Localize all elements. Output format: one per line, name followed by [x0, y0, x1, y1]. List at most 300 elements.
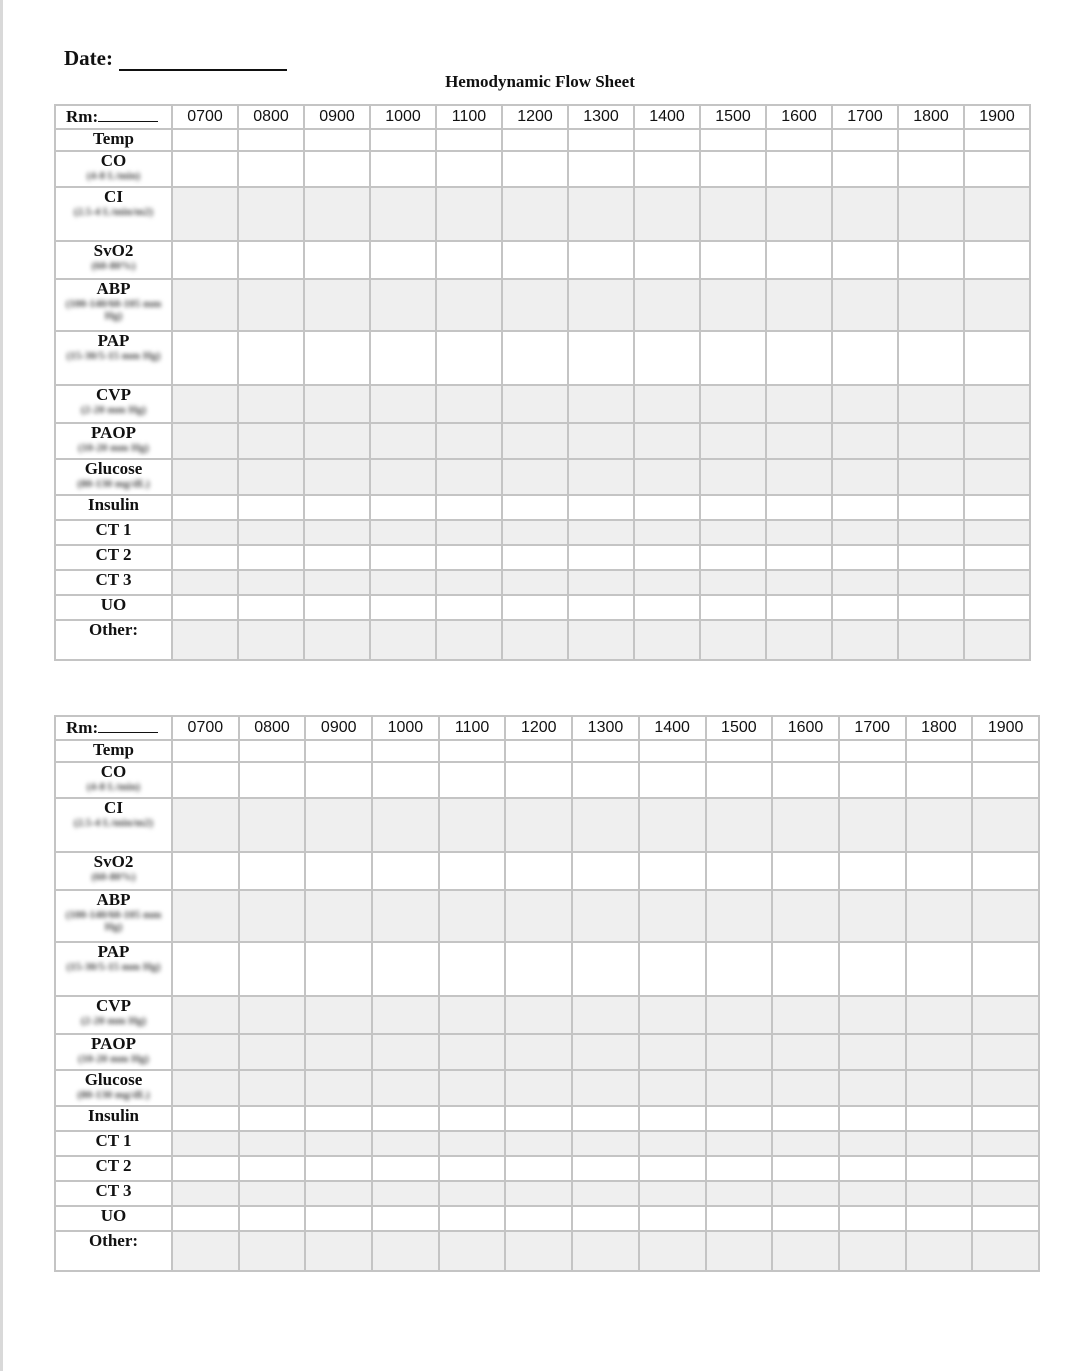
- entry-cell[interactable]: [706, 762, 773, 798]
- entry-cell[interactable]: [634, 241, 700, 279]
- entry-cell[interactable]: [172, 423, 238, 459]
- entry-cell[interactable]: [304, 620, 370, 660]
- entry-cell[interactable]: [839, 1181, 906, 1206]
- entry-cell[interactable]: [172, 1131, 239, 1156]
- entry-cell[interactable]: [239, 740, 306, 762]
- entry-cell[interactable]: [305, 890, 372, 942]
- entry-cell[interactable]: [839, 1131, 906, 1156]
- entry-cell[interactable]: [772, 1106, 839, 1131]
- entry-cell[interactable]: [502, 187, 568, 241]
- entry-cell[interactable]: [172, 279, 238, 331]
- entry-cell[interactable]: [639, 740, 706, 762]
- entry-cell[interactable]: [898, 495, 964, 520]
- entry-cell[interactable]: [964, 595, 1030, 620]
- entry-cell[interactable]: [772, 798, 839, 852]
- entry-cell[interactable]: [505, 740, 572, 762]
- entry-cell[interactable]: [439, 890, 506, 942]
- entry-cell[interactable]: [505, 762, 572, 798]
- entry-cell[interactable]: [832, 129, 898, 151]
- entry-cell[interactable]: [305, 1231, 372, 1271]
- entry-cell[interactable]: [700, 385, 766, 423]
- entry-cell[interactable]: [964, 187, 1030, 241]
- entry-cell[interactable]: [439, 1156, 506, 1181]
- entry-cell[interactable]: [505, 1156, 572, 1181]
- entry-cell[interactable]: [639, 890, 706, 942]
- entry-cell[interactable]: [898, 545, 964, 570]
- entry-cell[interactable]: [439, 798, 506, 852]
- entry-cell[interactable]: [238, 423, 304, 459]
- entry-cell[interactable]: [304, 495, 370, 520]
- entry-cell[interactable]: [772, 762, 839, 798]
- entry-cell[interactable]: [304, 129, 370, 151]
- entry-cell[interactable]: [706, 1131, 773, 1156]
- entry-cell[interactable]: [172, 545, 238, 570]
- entry-cell[interactable]: [839, 1034, 906, 1070]
- entry-cell[interactable]: [239, 1070, 306, 1106]
- entry-cell[interactable]: [305, 852, 372, 890]
- entry-cell[interactable]: [238, 187, 304, 241]
- entry-cell[interactable]: [839, 942, 906, 996]
- entry-cell[interactable]: [505, 1131, 572, 1156]
- entry-cell[interactable]: [772, 1070, 839, 1106]
- entry-cell[interactable]: [568, 620, 634, 660]
- entry-cell[interactable]: [906, 1106, 973, 1131]
- entry-cell[interactable]: [436, 385, 502, 423]
- entry-cell[interactable]: [304, 385, 370, 423]
- entry-cell[interactable]: [172, 1181, 239, 1206]
- entry-cell[interactable]: [502, 385, 568, 423]
- entry-cell[interactable]: [634, 129, 700, 151]
- entry-cell[interactable]: [832, 520, 898, 545]
- entry-cell[interactable]: [839, 1206, 906, 1231]
- entry-cell[interactable]: [372, 996, 439, 1034]
- entry-cell[interactable]: [906, 1206, 973, 1231]
- entry-cell[interactable]: [832, 459, 898, 495]
- entry-cell[interactable]: [172, 620, 238, 660]
- entry-cell[interactable]: [370, 620, 436, 660]
- entry-cell[interactable]: [700, 129, 766, 151]
- entry-cell[interactable]: [700, 459, 766, 495]
- entry-cell[interactable]: [766, 459, 832, 495]
- entry-cell[interactable]: [972, 890, 1039, 942]
- room-input-line[interactable]: [98, 720, 158, 733]
- entry-cell[interactable]: [305, 762, 372, 798]
- entry-cell[interactable]: [706, 740, 773, 762]
- entry-cell[interactable]: [898, 423, 964, 459]
- entry-cell[interactable]: [370, 151, 436, 187]
- entry-cell[interactable]: [832, 279, 898, 331]
- entry-cell[interactable]: [572, 762, 639, 798]
- entry-cell[interactable]: [502, 241, 568, 279]
- entry-cell[interactable]: [505, 1206, 572, 1231]
- entry-cell[interactable]: [439, 1181, 506, 1206]
- entry-cell[interactable]: [964, 520, 1030, 545]
- entry-cell[interactable]: [972, 1156, 1039, 1181]
- entry-cell[interactable]: [436, 570, 502, 595]
- entry-cell[interactable]: [572, 1181, 639, 1206]
- entry-cell[interactable]: [172, 331, 238, 385]
- entry-cell[interactable]: [898, 331, 964, 385]
- entry-cell[interactable]: [572, 942, 639, 996]
- entry-cell[interactable]: [700, 595, 766, 620]
- entry-cell[interactable]: [964, 495, 1030, 520]
- entry-cell[interactable]: [766, 279, 832, 331]
- entry-cell[interactable]: [772, 890, 839, 942]
- entry-cell[interactable]: [439, 852, 506, 890]
- entry-cell[interactable]: [436, 545, 502, 570]
- entry-cell[interactable]: [832, 331, 898, 385]
- entry-cell[interactable]: [172, 570, 238, 595]
- entry-cell[interactable]: [964, 570, 1030, 595]
- entry-cell[interactable]: [505, 1034, 572, 1070]
- entry-cell[interactable]: [172, 595, 238, 620]
- entry-cell[interactable]: [502, 520, 568, 545]
- entry-cell[interactable]: [370, 187, 436, 241]
- entry-cell[interactable]: [572, 1231, 639, 1271]
- entry-cell[interactable]: [972, 1206, 1039, 1231]
- entry-cell[interactable]: [436, 331, 502, 385]
- entry-cell[interactable]: [238, 241, 304, 279]
- entry-cell[interactable]: [972, 1070, 1039, 1106]
- entry-cell[interactable]: [700, 187, 766, 241]
- entry-cell[interactable]: [639, 762, 706, 798]
- entry-cell[interactable]: [634, 545, 700, 570]
- entry-cell[interactable]: [706, 1156, 773, 1181]
- entry-cell[interactable]: [502, 570, 568, 595]
- entry-cell[interactable]: [700, 570, 766, 595]
- entry-cell[interactable]: [372, 1106, 439, 1131]
- entry-cell[interactable]: [639, 996, 706, 1034]
- entry-cell[interactable]: [304, 520, 370, 545]
- entry-cell[interactable]: [639, 1231, 706, 1271]
- entry-cell[interactable]: [172, 1206, 239, 1231]
- entry-cell[interactable]: [572, 798, 639, 852]
- entry-cell[interactable]: [972, 1231, 1039, 1271]
- entry-cell[interactable]: [898, 385, 964, 423]
- entry-cell[interactable]: [239, 1131, 306, 1156]
- entry-cell[interactable]: [839, 740, 906, 762]
- entry-cell[interactable]: [772, 1231, 839, 1271]
- entry-cell[interactable]: [906, 1231, 973, 1271]
- entry-cell[interactable]: [572, 1156, 639, 1181]
- entry-cell[interactable]: [832, 570, 898, 595]
- entry-cell[interactable]: [964, 423, 1030, 459]
- entry-cell[interactable]: [436, 595, 502, 620]
- entry-cell[interactable]: [304, 423, 370, 459]
- entry-cell[interactable]: [372, 1070, 439, 1106]
- entry-cell[interactable]: [766, 241, 832, 279]
- entry-cell[interactable]: [700, 520, 766, 545]
- entry-cell[interactable]: [898, 620, 964, 660]
- entry-cell[interactable]: [898, 520, 964, 545]
- entry-cell[interactable]: [906, 852, 973, 890]
- entry-cell[interactable]: [700, 495, 766, 520]
- entry-cell[interactable]: [370, 595, 436, 620]
- entry-cell[interactable]: [972, 798, 1039, 852]
- entry-cell[interactable]: [766, 495, 832, 520]
- entry-cell[interactable]: [634, 385, 700, 423]
- entry-cell[interactable]: [239, 1106, 306, 1131]
- entry-cell[interactable]: [766, 187, 832, 241]
- entry-cell[interactable]: [239, 1231, 306, 1271]
- entry-cell[interactable]: [436, 495, 502, 520]
- entry-cell[interactable]: [372, 890, 439, 942]
- entry-cell[interactable]: [304, 570, 370, 595]
- entry-cell[interactable]: [239, 1156, 306, 1181]
- entry-cell[interactable]: [906, 890, 973, 942]
- entry-cell[interactable]: [706, 852, 773, 890]
- entry-cell[interactable]: [772, 1206, 839, 1231]
- entry-cell[interactable]: [372, 798, 439, 852]
- entry-cell[interactable]: [634, 595, 700, 620]
- entry-cell[interactable]: [238, 495, 304, 520]
- entry-cell[interactable]: [568, 129, 634, 151]
- entry-cell[interactable]: [964, 331, 1030, 385]
- entry-cell[interactable]: [766, 545, 832, 570]
- entry-cell[interactable]: [839, 996, 906, 1034]
- entry-cell[interactable]: [832, 151, 898, 187]
- entry-cell[interactable]: [832, 423, 898, 459]
- entry-cell[interactable]: [172, 151, 238, 187]
- entry-cell[interactable]: [972, 1106, 1039, 1131]
- entry-cell[interactable]: [370, 459, 436, 495]
- entry-cell[interactable]: [370, 520, 436, 545]
- entry-cell[interactable]: [505, 1106, 572, 1131]
- entry-cell[interactable]: [305, 1206, 372, 1231]
- entry-cell[interactable]: [372, 1034, 439, 1070]
- entry-cell[interactable]: [568, 520, 634, 545]
- entry-cell[interactable]: [706, 1231, 773, 1271]
- entry-cell[interactable]: [305, 740, 372, 762]
- entry-cell[interactable]: [439, 740, 506, 762]
- entry-cell[interactable]: [766, 423, 832, 459]
- entry-cell[interactable]: [370, 241, 436, 279]
- entry-cell[interactable]: [772, 852, 839, 890]
- entry-cell[interactable]: [832, 495, 898, 520]
- entry-cell[interactable]: [502, 423, 568, 459]
- entry-cell[interactable]: [172, 890, 239, 942]
- entry-cell[interactable]: [700, 331, 766, 385]
- entry-cell[interactable]: [634, 520, 700, 545]
- entry-cell[interactable]: [238, 595, 304, 620]
- entry-cell[interactable]: [766, 151, 832, 187]
- entry-cell[interactable]: [972, 942, 1039, 996]
- entry-cell[interactable]: [172, 762, 239, 798]
- entry-cell[interactable]: [172, 996, 239, 1034]
- entry-cell[interactable]: [639, 852, 706, 890]
- entry-cell[interactable]: [370, 331, 436, 385]
- entry-cell[interactable]: [372, 1181, 439, 1206]
- entry-cell[interactable]: [238, 279, 304, 331]
- entry-cell[interactable]: [639, 1181, 706, 1206]
- entry-cell[interactable]: [439, 762, 506, 798]
- entry-cell[interactable]: [239, 852, 306, 890]
- entry-cell[interactable]: [772, 740, 839, 762]
- entry-cell[interactable]: [370, 129, 436, 151]
- entry-cell[interactable]: [964, 545, 1030, 570]
- entry-cell[interactable]: [370, 570, 436, 595]
- entry-cell[interactable]: [502, 129, 568, 151]
- entry-cell[interactable]: [572, 740, 639, 762]
- entry-cell[interactable]: [572, 852, 639, 890]
- entry-cell[interactable]: [505, 996, 572, 1034]
- entry-cell[interactable]: [639, 798, 706, 852]
- entry-cell[interactable]: [898, 279, 964, 331]
- entry-cell[interactable]: [436, 423, 502, 459]
- entry-cell[interactable]: [304, 279, 370, 331]
- entry-cell[interactable]: [239, 798, 306, 852]
- entry-cell[interactable]: [772, 942, 839, 996]
- entry-cell[interactable]: [832, 187, 898, 241]
- entry-cell[interactable]: [772, 1131, 839, 1156]
- entry-cell[interactable]: [898, 595, 964, 620]
- entry-cell[interactable]: [172, 385, 238, 423]
- entry-cell[interactable]: [436, 279, 502, 331]
- entry-cell[interactable]: [634, 495, 700, 520]
- entry-cell[interactable]: [766, 385, 832, 423]
- entry-cell[interactable]: [439, 942, 506, 996]
- entry-cell[interactable]: [436, 459, 502, 495]
- entry-cell[interactable]: [502, 331, 568, 385]
- entry-cell[interactable]: [700, 620, 766, 660]
- entry-cell[interactable]: [906, 798, 973, 852]
- date-input-line[interactable]: [119, 51, 287, 71]
- entry-cell[interactable]: [839, 1231, 906, 1271]
- entry-cell[interactable]: [700, 545, 766, 570]
- entry-cell[interactable]: [972, 1131, 1039, 1156]
- entry-cell[interactable]: [305, 1106, 372, 1131]
- entry-cell[interactable]: [568, 545, 634, 570]
- entry-cell[interactable]: [439, 996, 506, 1034]
- entry-cell[interactable]: [239, 762, 306, 798]
- entry-cell[interactable]: [436, 241, 502, 279]
- entry-cell[interactable]: [304, 187, 370, 241]
- entry-cell[interactable]: [634, 331, 700, 385]
- entry-cell[interactable]: [436, 187, 502, 241]
- entry-cell[interactable]: [239, 942, 306, 996]
- entry-cell[interactable]: [639, 1206, 706, 1231]
- entry-cell[interactable]: [898, 459, 964, 495]
- entry-cell[interactable]: [706, 996, 773, 1034]
- entry-cell[interactable]: [906, 1034, 973, 1070]
- entry-cell[interactable]: [766, 129, 832, 151]
- entry-cell[interactable]: [238, 570, 304, 595]
- entry-cell[interactable]: [238, 620, 304, 660]
- entry-cell[interactable]: [439, 1206, 506, 1231]
- entry-cell[interactable]: [572, 890, 639, 942]
- entry-cell[interactable]: [305, 996, 372, 1034]
- entry-cell[interactable]: [906, 1131, 973, 1156]
- entry-cell[interactable]: [706, 942, 773, 996]
- entry-cell[interactable]: [839, 798, 906, 852]
- entry-cell[interactable]: [568, 187, 634, 241]
- entry-cell[interactable]: [568, 570, 634, 595]
- entry-cell[interactable]: [706, 798, 773, 852]
- entry-cell[interactable]: [502, 545, 568, 570]
- entry-cell[interactable]: [172, 942, 239, 996]
- entry-cell[interactable]: [505, 1231, 572, 1271]
- entry-cell[interactable]: [439, 1106, 506, 1131]
- entry-cell[interactable]: [372, 762, 439, 798]
- entry-cell[interactable]: [906, 1156, 973, 1181]
- entry-cell[interactable]: [839, 762, 906, 798]
- entry-cell[interactable]: [839, 1106, 906, 1131]
- entry-cell[interactable]: [572, 1131, 639, 1156]
- entry-cell[interactable]: [639, 942, 706, 996]
- entry-cell[interactable]: [634, 620, 700, 660]
- entry-cell[interactable]: [172, 798, 239, 852]
- entry-cell[interactable]: [832, 545, 898, 570]
- entry-cell[interactable]: [305, 942, 372, 996]
- entry-cell[interactable]: [238, 129, 304, 151]
- entry-cell[interactable]: [772, 1181, 839, 1206]
- entry-cell[interactable]: [172, 520, 238, 545]
- entry-cell[interactable]: [568, 495, 634, 520]
- entry-cell[interactable]: [634, 187, 700, 241]
- entry-cell[interactable]: [238, 331, 304, 385]
- entry-cell[interactable]: [304, 545, 370, 570]
- entry-cell[interactable]: [700, 151, 766, 187]
- entry-cell[interactable]: [172, 495, 238, 520]
- entry-cell[interactable]: [372, 852, 439, 890]
- entry-cell[interactable]: [772, 996, 839, 1034]
- entry-cell[interactable]: [572, 996, 639, 1034]
- entry-cell[interactable]: [172, 187, 238, 241]
- entry-cell[interactable]: [305, 1181, 372, 1206]
- entry-cell[interactable]: [568, 595, 634, 620]
- entry-cell[interactable]: [439, 1131, 506, 1156]
- entry-cell[interactable]: [572, 1206, 639, 1231]
- entry-cell[interactable]: [372, 1156, 439, 1181]
- entry-cell[interactable]: [372, 942, 439, 996]
- entry-cell[interactable]: [370, 423, 436, 459]
- entry-cell[interactable]: [639, 1156, 706, 1181]
- entry-cell[interactable]: [304, 151, 370, 187]
- entry-cell[interactable]: [568, 331, 634, 385]
- entry-cell[interactable]: [238, 520, 304, 545]
- entry-cell[interactable]: [505, 1070, 572, 1106]
- entry-cell[interactable]: [370, 385, 436, 423]
- entry-cell[interactable]: [436, 129, 502, 151]
- entry-cell[interactable]: [639, 1131, 706, 1156]
- entry-cell[interactable]: [305, 798, 372, 852]
- entry-cell[interactable]: [238, 459, 304, 495]
- entry-cell[interactable]: [505, 942, 572, 996]
- entry-cell[interactable]: [436, 151, 502, 187]
- entry-cell[interactable]: [572, 1106, 639, 1131]
- room-input-line[interactable]: [98, 109, 158, 122]
- entry-cell[interactable]: [172, 241, 238, 279]
- entry-cell[interactable]: [372, 1231, 439, 1271]
- entry-cell[interactable]: [906, 740, 973, 762]
- entry-cell[interactable]: [304, 595, 370, 620]
- entry-cell[interactable]: [964, 129, 1030, 151]
- entry-cell[interactable]: [766, 570, 832, 595]
- entry-cell[interactable]: [634, 279, 700, 331]
- entry-cell[interactable]: [706, 1106, 773, 1131]
- entry-cell[interactable]: [906, 996, 973, 1034]
- entry-cell[interactable]: [568, 385, 634, 423]
- entry-cell[interactable]: [439, 1231, 506, 1271]
- entry-cell[interactable]: [439, 1034, 506, 1070]
- entry-cell[interactable]: [370, 545, 436, 570]
- entry-cell[interactable]: [172, 852, 239, 890]
- entry-cell[interactable]: [706, 1181, 773, 1206]
- entry-cell[interactable]: [639, 1034, 706, 1070]
- entry-cell[interactable]: [304, 459, 370, 495]
- entry-cell[interactable]: [172, 129, 238, 151]
- entry-cell[interactable]: [964, 385, 1030, 423]
